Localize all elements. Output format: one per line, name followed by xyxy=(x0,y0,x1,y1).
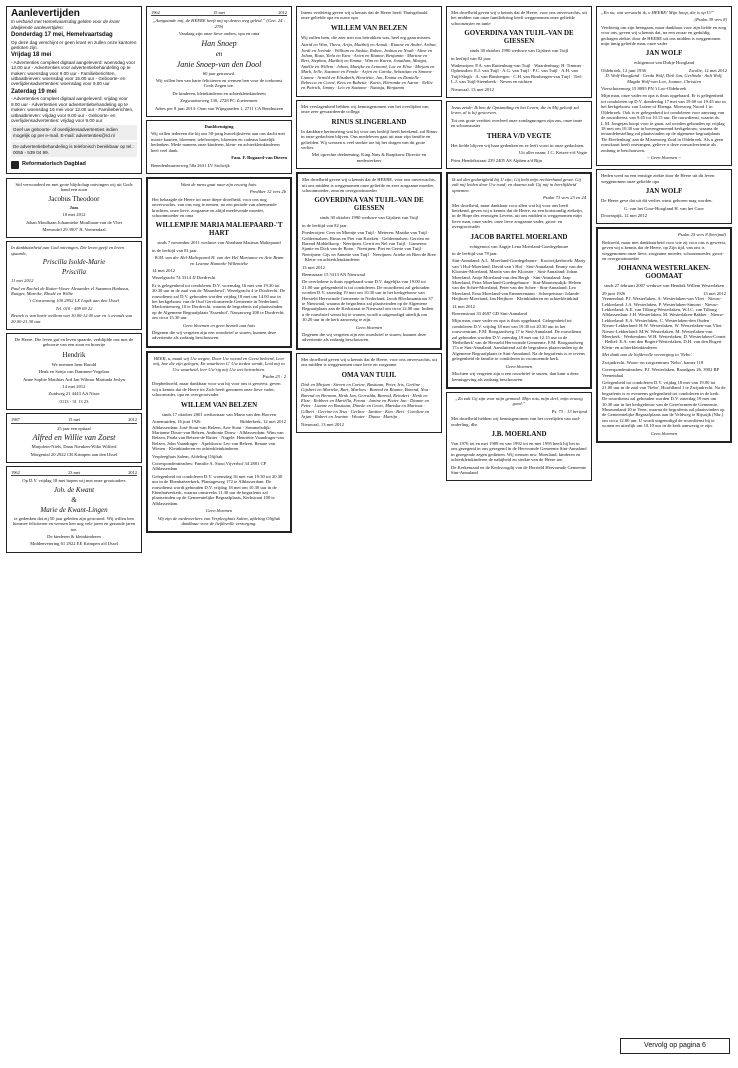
years-married: 60 jaar getrouwd. xyxy=(202,70,236,76)
column-5 xyxy=(596,6,732,1036)
parents: Johan Moulhaan Johannieke Moulhaan-van de Vliet xyxy=(26,219,122,225)
scripture-quote: Want de mens gaat naar zijn eeuwig huis. xyxy=(180,181,258,187)
notice-text: Met droefheid geven wij u kennis dat de Heere, voor ons onverwachts, uit het midden van onze familiekring heeft weggenomen onze geliefde schoonzuster en tante xyxy=(451,10,587,26)
obituary-van-tuijl xyxy=(296,172,442,350)
address: Morgental 20 2922 CR Krimpen aan den IJssel xyxy=(30,451,118,457)
care-home: Verpleeghuis Salem, Afdeling Olijftak xyxy=(152,453,223,459)
service-details: De overledene is thuis opgebaard waar D.V. dagelijks van 19.00 tot 21.00 uur gelegenheid is tot condoleren. De rouwdienst zal gehouden worden D.V. zaterdag 19 mei om 10.30 uur in het kerkgebouw van Hersteld Hervormde Gemeente in Nederland, Jacob Blockmanstraat 37 te Nieuwaal, waarna de begrafenis zal plaatsvinden op de Algemene Begraafplaats aan de Kerkstraat te Nieuwaal om circa 12.00 uur. Indien u de rouwbrief wenst bij te wonen, wordt u uitgenodigd uiterlijk om 10.20 uur in de kerk aanwezig te zijn. xyxy=(302,279,434,323)
flowers-note: Geen bloemen xyxy=(205,508,233,514)
child-nickname: We noemen hem Harold xyxy=(51,361,97,367)
family-list: Veenendaal: P.J. Westerlaken, A. Westerlaken-van Vliet · Nieuw-Lekkerland: J.A. Westerlaken, P. Westerlaken-Simons · Nieuw-Lekkerland: A.E. van Tilburg-Westerlaken, W.J.C. van Tilburg · Alblasserdam: J.H. Westerlaken, M. Westerlaken-Bakker · Nieuw-Lekkerland: E.A. Westerlaken, C. Westerlaken-den Ouden · Nieuw-Lekkerland: H.W. Westerlaken, W. Westerlaken-van Vliet · Nieuw-Lekkerland: M.W. Westerlaken, M. Westerlaken-van Meerkerk · Werkendam: W.H. Westerlaken, D. Westerlaken-Cornet · Heikel: E.A. van den Bogert-Westerlaken, D.H. van den Bogert · Klein- en achterkleinkinderen xyxy=(602,296,726,350)
notice-title: Aanlevertijden xyxy=(11,8,80,19)
signature: G. van het Goor-Hoogland H. van het Goor xyxy=(624,205,704,211)
column-1 xyxy=(6,6,142,1036)
age-line: in de leeftijd van 81 jaar. xyxy=(152,247,198,253)
deceased-name: WILLEM VAN BELZEN xyxy=(180,400,258,409)
spouse-line: echtgenoot van Dirkje Hoogland xyxy=(633,60,695,66)
service-details: Gelegenheid tot condoleren D.V. vrijdag 18 mei van 19.00 tot 21.00 uur in de zaal van 'Nebo', Hoofdland 1 te Zwijndrecht. Na de begrafenis is er eveneens gelegenheid tot condoleren in de kerk. De rouwdienst zal gehouden worden D.V. zaterdag 19 mei om 10.30 uur in het kerkgebouw van de Gereformeerde Gemeente, Museumland 10 te Veen, waarna de begrafenis zal plaatsvinden op de Gemeentelijke Begraafplaats aan de Veldweg te Rijsoijk (Nbr.) om circa 12.00 uur. U wordt uitgenodigd de rouwdienst bij te wonen en uiterlijk om 10.10 uur in de kerk aanwezig te zijn. xyxy=(602,379,726,429)
address: Zwijndrecht, Woon- en zorgcentrum 'Nebo', kamer 118 xyxy=(602,359,704,365)
obituary-jan-wolf xyxy=(596,6,732,166)
notice-intro: De Heere, Die leven gaf en leven spaarde, verblijdde ons met de geboorte van een zoon en broertje xyxy=(14,337,134,348)
deceased-name: J.B. MOERLAND xyxy=(491,429,547,438)
notice-text: Diepbedroefd, maar dankbaar voor wat hij voor ons is geweest, geven wij u kennis dat de Heere tot Zich heeft genomen onze lieve vader, schoonvader, opa en overgrootvader xyxy=(152,381,281,398)
deceased-name: RINUS SLINGERLAND xyxy=(331,117,407,126)
notice-text: Tot ons grote verdriet overleed onze zondagmorgen zijn zus, onze tante en schoonzuster xyxy=(451,117,583,129)
age-line: in de leeftijd van 78 jaar. xyxy=(452,250,498,256)
address: Middenvetering 61 2922 EE Krimpen a/d IJssel xyxy=(30,541,118,547)
address: Wezelgracht 74 3314 JJ Dordrecht xyxy=(152,275,216,281)
death-line: Zwolle, 12 mei 2012 xyxy=(688,67,727,73)
notice-text: Met verslagenheid hebben wij kennisgenomen van het overlijden van onze zeer gewaardeerde collega xyxy=(301,103,429,115)
scripture-quote: HEER, u, maak wij Uw wegen, Door Uw woord en Geest beleerd, Leer mij, hoe die zijn gelegen, En waarheen G' Uw treden wendt, Leid mij in Uw waarheid, leer Uw'rig mij Uw wet betrachten. xyxy=(153,355,285,372)
scripture-ref: (Psalm 39 vers 8) xyxy=(694,17,727,23)
notice-title: Dankbetuiging xyxy=(204,124,234,130)
birth-line: Arnemuiden, 16 juni 1926 xyxy=(152,419,201,425)
address: Zegwaartseweg 130, 2728 PC Zoetermeer xyxy=(180,98,258,104)
notice-text-2: De Heere geve dat uit dit verlies winst geboren mag worden. xyxy=(601,198,713,204)
thanks-notice xyxy=(146,120,292,174)
spouse-line: sinds 30 oktober 1990 weduwe van Gijsbert van Tuijl xyxy=(319,215,419,221)
day-text: - Advertenties compleet digitaal aangeleverd: woensdag voor 12.00 uur - Advertenties voor advertentiebehandeling op te maken: woensdag voor 9.00 uur - Familieberichten, uitbaatbrieven: woensdag voor 15.00 uur - Geboorte- en overlijdensadvertenties: woensdag voor 9.00 uur xyxy=(11,59,136,87)
child-name: Hendrik xyxy=(62,350,86,359)
end-year: 2012 xyxy=(278,10,287,15)
children: Marjolein-Niels, Daan Nienken-Wiko Wilfred xyxy=(31,444,117,450)
address: Zuidweg 21 4443 AA Nisse xyxy=(48,391,100,397)
obituary-vd-vegte xyxy=(446,101,592,169)
notice-date: 15 mei xyxy=(212,10,226,15)
obituary-oma-van-tuijl xyxy=(296,353,442,433)
scripture-ref: Ps. 73 : 13 berijmd xyxy=(551,408,587,414)
notice-date: 14 mei 2012 xyxy=(152,267,175,273)
new-address: Adres per 8 juni 2013: Oom van Wijngaarden 1, 2711 CA Benthuizen xyxy=(154,105,284,111)
spouse-line: sinds 7 november 2011 weduwe van Abraham Marinus Maliepaard xyxy=(157,240,281,246)
notice-intro: Vandaag zijn onze lieve ouders, opa en oma xyxy=(178,31,260,37)
column-3 xyxy=(296,6,442,1036)
notice-date: Nieuwaal, 13 mei 2012 xyxy=(301,421,344,427)
notice-text: Met droefheid geven wij u kennis dat de HEERE, voor ons onverwachts, uit ons midden is weggenomen onze geliefde en zeer zorgzame moeder, schoonmoeder, oma en overgrootmoeder xyxy=(302,177,436,193)
notice-date: 14 mei 2012 xyxy=(62,384,86,390)
deceased-name: OMA VAN TUIJL xyxy=(341,370,397,379)
notice-intro: Op D.V. vrijdag 18 mei hopen wij met onze grootouders xyxy=(22,478,126,484)
age-line: in leeftijd van 82 jaar. xyxy=(451,55,492,61)
address: Benedenbuurtseweg 58a 2631 LV Stolwijk xyxy=(151,162,230,168)
scripture-ref: Psalm 25 vers 8 (berijmd) xyxy=(678,232,726,238)
family-list: W.M. van der Hel-Maliepaard H. van der Hel Marianne en Arie Bram en Leanne Hanneke Willemieke xyxy=(154,255,284,266)
spouse-line: sinds 17 oktober 2001 weduwnaar van Marta van den Hooven xyxy=(161,411,277,417)
notice-date: Doornspijk, 12 mei 2012 xyxy=(601,212,647,218)
flowers-note: Geen bloemen xyxy=(355,324,383,330)
notice-text: Met droefheid geven wij u kennis dat de Heere, voor ons onverwachts, uit ons midden is weggenomen onze lieve en zorgzame xyxy=(301,356,437,368)
notice-date: 13 mei 2012 xyxy=(302,264,325,270)
service-details: Mijn man, onze vader en opa is thuis opgebaard. Er is gelegenheid tot condoleren op D.V. donderdag 17 mei van 19.00 tot 19.45 uur in het kerkgebouw van Lutere of Ebenga. Moesweg Noord 1 in Oldebroek. Ook is er gelegenheid tot condoleren voor aanvang van de rouwdienst, van 9.45 tot 10.15 uur. De rouwdienst, waarin ds. L.M. Jongejan hoopt voor te gaan, zal worden gehouden op vrijdag 18 mei om 10.30 uur in bovengenoemd kerkgebouw, waarna de teraardebestelling zal plaatsvinden op de algemene begraafplaats 'De Eleelenburg' aan de Missenweg Zuid in Oldebroek. Als u geen rouwkaart heeft ontvangen, gelieve u deze rouwadvertentie als zodanig te beschouwen. xyxy=(601,93,726,153)
service-details: Gelegenheid tot condoleren D.V. woensdag 16 mei van 19.30 tot 20.30 uur in de Ebenhaëzerkerk, Plantageweg 172 te Alblasserdam. De rouwdienst wordt gehouden D.V. vrijdag 18 mei om 10.30 uur in de Ebenhaëzerkerk, waarna omstreeks 11.30 uur de begrafenis zal plaatsvinden op de Gemeentelijke Begraafplaats, Kerkstraat 100 te Alblasserdam. xyxy=(152,473,283,506)
scripture-ref: Psalm 25 : 2 xyxy=(262,374,286,380)
death-line: Ridderkerk, 12 mei 2012 xyxy=(240,419,286,425)
notice-header xyxy=(11,417,137,423)
delivery-times-notice xyxy=(6,6,142,174)
signature: De Kerkenraad en de Kerkvoogdij van de Hersteld Hervormde Gemeente Sint-Annaland xyxy=(451,464,587,475)
notice-intro: 25 jaar een epitaaf xyxy=(57,425,91,431)
obituary-maliepaard xyxy=(146,177,292,348)
family-list: Astrid en Wim, Thera, Arija, Matthiij en Anouk · Rianne en André, Arthur, Jordi en Jorinde · William en Saskia, Ruben, Joshua en Noah · Aline en Johan, Roza, Yiela en Ezra · Arien en Rianne, Benjamin · Martine en Bert, Stephan, Matthiij en Emma · Wim en Karen, Jonathan, Margot, Amélie en Willem · Johan, Marijke en Lennard, Luc en Elise · Mirjam en Mark, Jelle, Suzanne en Femke · Arjen en Carola, Sebastian en Simone · Lianne · Arnold en Elisabeth, Henriëtte, Jan, Emma en Danielle · Rebecca en Corné, Kees en Babette · Karin, Hiëronda en Aaron · Nellie en Patrick, Jimmy · Leo en Suzanne · Natasja, Benjamin xyxy=(301,42,437,91)
brand-logo xyxy=(11,161,137,169)
notice-text-2: Van 1976 tot en met 1989 en van 1992 tot en met 1995 heeft hij het in ons gezegend in ons gezegend in de Hervormde Gemeente Sint-Annaland in gezegende zegen gedienen. Wij wensen mw. Moerland, kinderen en achterkleinkinderen de nabijheid en sterkte van de Heere toe. xyxy=(451,440,587,463)
notice-text-2: In dankbare herinnering wat hij voor ons bedrijf heeft betekend, zal Rinus in onze gedachten blijven. Ons medeleven gaat uit naar zijn familie en geliefden. Wij wensen u veel sterkte toe bij het dragen van dit grote verlies. xyxy=(301,128,437,150)
notice-header xyxy=(11,470,137,476)
family-list: Poederoijen: Cees en Mientje van Tuijl · Meteren: Maaike van Tuijl · Geldermalsen: Rinus en Piet van Krieken · Geldermalsen: Gerrien en Barend Middelkoop · Neerijnen: Gerrit en Nel van Tuijl · Gameren: Sjanie en Dick van de Boon · Neerijnen: Piet en Gerrie van Tuijl · Neerijnen: Gijs en Annette van Tuijl · Neerijnen: Arieke en Bien de Bree · Klein- en achterkleinkinderen xyxy=(302,230,436,263)
start-year: 1962 xyxy=(151,10,160,15)
age-line: in de leeftijd van 82 jaar. xyxy=(302,222,348,228)
obituary-belzen-grandchildren xyxy=(296,6,442,97)
husband-name: Han Snoep xyxy=(201,38,237,48)
birth-notice-joas xyxy=(6,178,142,238)
anniversary-kwant xyxy=(6,466,142,553)
birth-line: Oldebroek, 12 juni 1936 xyxy=(601,67,646,73)
birth-notice-hendrik xyxy=(6,333,142,410)
address: Meeuwdel 29 3907 JL Veenendaal xyxy=(42,226,106,232)
child-name: Jacobus Theodoor xyxy=(48,194,100,203)
scripture-ref: Prediker 12 vers 2b xyxy=(249,189,286,195)
column-4 xyxy=(446,6,592,1036)
address: Prins Hendrikstraat 239 2405 AS Alphen a/d Rijn xyxy=(451,157,542,163)
scripture-quote: „En nu, wat verwacht ik, o HEERE! Mijn hoop, die is op U!” xyxy=(601,10,715,15)
flowers-note: Geen bloemen en geen bezoek aan huis xyxy=(182,322,256,328)
correspondence-address: Correspondentieadres: P.J. Westerlaken, Baardgras 26, 3902 BP Veenendaal xyxy=(602,367,720,378)
deceased-name: JAN WOLF xyxy=(645,187,683,196)
notice-text: Met droefheid hebben wij kennisgenomen van het overlijden van oud-ouderling, dhr. xyxy=(451,416,581,427)
address: 't Graswoning 100 2952 LX Lopik aan den IJssel xyxy=(28,298,120,304)
family-list: Dirk en Mirjam · Steven en Corine, Bastiaan, Peter, Iris, Gerline · Gijsbert en Marieke, Bart, Marloes · Barend en Rianne, Barend, Noa · Barend en Herman, Henk Jan, Gerralda, Barend, Reindert · Henk en Elize · Robbert en Mariëlla, Fenna · Janine en Pieter Jan · Dianne en Peter · Lianne en Bastiaan, Dineke en Geurt, Mariska en Marinus · Gilbert · Gerrine en Teus · Gerline · Jantine · Kim · Bert · Caroline en Arjan · Robert en Jeanine · Wouter · Diana · Martijn xyxy=(301,381,431,420)
day-text: - Advertenties compleet digitaal aangeleverd: vrijdag voor 9.00 uur - Advertenties voor advertentiebehandeling op te maken: woensdag 16 mei voor 12.00 uur - Familieberichten, uitbaatbrieven: vrijdag voor 9.00 uur - Geboorte- en overlijdensadvertenties: vrijdag voor 9.00 uur xyxy=(11,96,134,123)
child-nickname: Priscilla xyxy=(61,268,87,277)
obituary-jb-moerland xyxy=(446,392,592,481)
anniversary-snoep xyxy=(146,6,292,117)
family-list: Alblasserdam: José Stout-van Belzen, Arie Stout · Sommelsdijk: Marianne Douw-van Belzen, Anthonie Douw · Alblasserdam: Wim van Belzen, Paula van Belzen-de Ruiter · Nagele: Henriëtte Vaandrager-van Belzen, John Vaandrager · Apeldoorn: Leo van Belzen, Renate van Wieten · Kleinkinderen en achterkleinkinderen xyxy=(152,424,284,452)
brand-name: Reformatorisch Dagblad xyxy=(22,161,86,168)
notice-text: Verdrietig om zijn heengaan, maar dankbaar voor zijn liefde en zorg voor ons, geven wij u kennis dat, na een zwaar en geduldig gedragen ziekte, door de HEERE uit ons midden is weggenomen mijn innig geliefde man, onze vader xyxy=(601,24,727,47)
notice-date: 14 mei 2012 xyxy=(452,303,475,309)
notice-date: 10 mei 2012 xyxy=(62,212,86,218)
child-name: Priscilla Isolde-Marie xyxy=(42,258,106,267)
obituary-jan-wolf-grandchildren xyxy=(596,169,732,224)
notice-date: Nieuwaal, 13 mei 2012 xyxy=(451,86,494,92)
family-list: D. Wolf-Hoogland · Gerda Wolf, Dirk Jan, Gerlinda · Aalt Wolf, Magda Wolf-van Loo, Joanne, Christien xyxy=(605,73,723,84)
address: Vierschotenweg 15 8095 PN 't Loo-Oldebroek xyxy=(601,86,687,92)
scripture-quote: Ik zal den gedurigheid bij U zijn; Gij hebt mijn rechterhand gevat. Gij zult mij leiden door Uw raad; en daarna zult Gij mij in heerlijkheid opnemen. xyxy=(452,176,581,193)
wife-name: Janie Snoep-van den Dool xyxy=(176,59,262,69)
husband-name: Joh. de Kwant xyxy=(53,485,95,494)
day-heading: Zaterdag 19 mei xyxy=(11,88,57,95)
newspaper-icon xyxy=(11,161,19,169)
spouse-line: sinds 27 februari 2007 weduwe van Hendrik Willem Westerlaken xyxy=(604,283,724,289)
obituary-van-tuijl-family xyxy=(446,6,592,98)
death-line: 13 mei 2012 xyxy=(703,290,726,296)
notice-text: Intens verdrietig geven wij u kennis dat de Heere heeft Thuisgehaald onze geliefde opa en ouwe opa xyxy=(301,10,428,21)
phone: 0113 - 31 13 23 xyxy=(59,398,89,404)
signature: Met oprechte deelneming, King Nuts & Raapkorst Directie en medewerkers xyxy=(311,152,427,163)
day-text: Op deze dag verschijnt er geen krant en zullen onze kantoren gesloten zijn. xyxy=(11,39,137,51)
deceased-name: THERA V/D VEGTE xyxy=(486,131,552,140)
signature: Uit aller naam: J.C. Keizer-v/d Vegte xyxy=(518,150,587,156)
parents: Henk en Sonja van Dammen-Vogelaar xyxy=(38,369,110,375)
flowers-note: ~ Geen bloemen ~ xyxy=(647,154,681,160)
deceased-name: JACOB BARTEL MOERLAND xyxy=(470,232,568,241)
family-list: Sint-Annaland: A.L. Moerland-Goedegebuure · Kootwijkerbroek: Marty van 't Hof-Moerland, David van 't Hof · Sint-Annaland: Emmy van der Klooster-Moerland, Martin van der Klooster · Sint-Annaland: Johan Moerland, Antje Moerland-van den Bergh · Sint-Annaland: Jaap Moerland, Petra Moerland-Goedegebuure · Sint-Maartensdijk: Heleen van der Schee-Moerland, Peter van der Schee · Sint-Annaland: Leo Moerland, Erna Moerland-van Emmerenaam · Scherpenisse: Jolande Heijboer-Moerland, Jan Heijboer · Kleinkinderen en achterkleinkind xyxy=(452,258,586,302)
ampersand: & xyxy=(71,495,77,504)
notice-text: Heden werd na een ernstige ziekte door de Heere uit dit leven weggenomen onze geliefde opa xyxy=(601,173,715,184)
conjunction: en xyxy=(215,49,223,58)
closing-text: Degenen die wij vergeten zijn een rouwbrief te sturen, kunnen deze advertentie als zodanig beschouwen. xyxy=(152,330,277,341)
notice-text-2: Het liefde blijven wij haar gedenken en ze leeft voort in onze gedachten. xyxy=(451,142,585,148)
notice-intro: Stil verwonderd en met grote blijdschap ontvingen wij uit Gods hand een zoon xyxy=(15,181,133,193)
deceased-name: GOVERDINA VAN TUIJL-VAN DE GIESSEN xyxy=(314,196,424,213)
notice-text: Bedroefd, maar met dankbaarheid voor wie zij voor ons is geweest, geven wij u kennis dat de Heere, op Zijn tijd, van ons is weggenomen onze lieve, zorgzame moeder, schoonmoeder, groot- en overgrootmoeder xyxy=(602,239,726,261)
notice-text: Met droefheid, maar dankbaar voor allen wat hij voor ons heeft betekend, geven wij u kennis dat de Heere, na een kortstondig ziekzijn, in de Hope des eeuwigen Levens, uit ons midden is weggenomen mijn lieve man, onze vader, onze lieve zorgzame vader, groot- en overgrootvader xyxy=(452,202,583,230)
signature: De kinderen, kleinkinderen en achterkleinkinderen xyxy=(172,90,266,96)
spouse-line: sinds 30 oktober 1990 weduwe van Gijsbert van Tuijl xyxy=(469,48,569,54)
start-year: 1987 xyxy=(11,417,20,423)
thanks-note: Wij zijn de medewerkers van Verpleeghuis Salem, afdeling Olijftak dankbaar voor de liefdevolle verzorging. xyxy=(157,515,281,526)
notice-date: 23 mei xyxy=(67,469,81,475)
phone: Tel. 010 - 499 69 22 xyxy=(55,305,93,311)
scripture-ref: Psalm 73 vers 23 en 24 xyxy=(543,195,586,201)
continued-on-page-link[interactable]: Vervolg op pagina 6 xyxy=(620,1038,730,1054)
family-list: Wadenoijen: P.A. van Ruitenburg-van Tuijl · Waardenburg: H. Timmer · Opheusden: E.J. van Tuijl · A.G. van Tuijl · P.C. van Tuijl · A.H. van Tuijl-Slegh · A. van Binsbergen · C.H. van Binsbergen-van Tuijl · Tiel: L.J. van Tuijl-Steenbeek · Neven en nichten xyxy=(451,63,584,85)
day-heading: Donderdag 17 mei, Hemelvaartsdag xyxy=(11,32,113,39)
birth-line: 29 juni 1926 xyxy=(602,290,626,296)
deceased-name: WILLEMPJE MARIA MALIEPAARD-'T HART xyxy=(155,221,283,238)
address: Beemstraat 15 5313 AN Nieuwaal xyxy=(302,272,366,277)
end-year: 2012 xyxy=(128,469,137,475)
anniversary-zoest xyxy=(6,413,142,463)
parents: Paul en Rachel de Ruiter-Visser Alexander el Suzanna Hadassa, Ruttger, Mareike, Rhodé en Willie xyxy=(11,285,130,296)
notice-header xyxy=(151,10,287,16)
couple-name: Alfred en Willie van Zoest xyxy=(32,433,116,443)
scripture-quote: „Aangaande mij, de HEERE heeft mij op denen weg geleid.” (Gen. 24 : 27b) xyxy=(152,18,286,29)
service-details: Mijn man, onze vader en opa is thuis opgebaard. Gelegenheid tot condoleren D.V. vrijdag 18 mei van 19.30 tot 20.30 uur in het rouwcentrum, F.M. Boogaardweg 17 te Sint-Annaland. De rouwdienst zal gehouden worden D.V. zaterdag 19 mei om 12.15 uur in de 'Bethelkerk' van de Hersteld Hervormde Gemeente, F.M. Boogaardweg 17a te Sint-Annaland. Aansluitend zal de begrafenis plaatsvinden op de Algemene Begraafplaats te Sint-Annaland. Na de begrafenis is er tevens gelegenheid de familie te condoleren in voornoemde kerk. xyxy=(452,318,585,362)
scripture-quote: Jezus zeide: Ik ben de Opstanding en het Leven; die in Mij gelooft zal leven, al is hij gestorven. xyxy=(451,105,579,116)
notice-text: Wij willen iedereen die bij ons 50-jarig huwelijksfeest aan ons dacht met mooie kaarten, bloemen, telefoontjes, bloemen en cadeaus hartelijk bedanken. Mede namens onze kinderen, klein- en achterkleinkinderen heel veel dank. xyxy=(151,131,285,153)
closing-text: Degenen die wij vergeten zijn een rouwbrief te sturen, kunnen deze advertentie als zodanig beschouwen. xyxy=(302,332,427,343)
deceased-name: JAN WOLF xyxy=(645,49,683,58)
signature: Fam. F. Bogaard-van Dieren xyxy=(231,155,287,161)
child-nickname: Joas xyxy=(69,204,79,210)
wish-text: Wij willen hen van harte feliciteren en wensen hen voor de toekomst Gods Zegen toe. xyxy=(155,78,283,89)
visit-note: Bezoek is van harte welkom van 10.00-12.00 uur en 's avonds van 20.00-21.30 uur xyxy=(11,313,133,324)
day-heading: Vrijdag 18 mei xyxy=(11,52,52,59)
obituary-slingerland xyxy=(296,100,442,169)
contact-text: Geef uw geboorte- of overlijdensadvertenties indien mogelijk op per e-mail. E-mail: advertenties@rd.nl xyxy=(11,125,137,140)
correspondence-address: Correspondentieadres: Familie A. Stout Vijverhof 34 2801 CP Alblasserdam xyxy=(152,460,267,472)
address: Boerenstraat 33 4697 GD Sint-Annaland xyxy=(452,311,528,317)
notice-text-2: Wij zullen hem, die zeer met ons betrokken was, heel erg gaan missen. xyxy=(301,34,431,40)
notice-date: 11 mei 2012 xyxy=(11,278,34,284)
thanks-note: Met dank aan de liefdevolle verzorging in 'Nebo'. xyxy=(602,352,693,358)
phone-text: De advertentiebehandeling is telefonisch bereikbaar op tel.: 0055 - 539 04 99. xyxy=(11,142,137,157)
flowers-note: Geen bloemen xyxy=(650,430,678,436)
spouse-line: echtgenoot van Aagtje Lena Moerland-Goedegebuure xyxy=(469,243,569,249)
signature: De kinderen & kleinkinderen xyxy=(47,533,101,539)
notice-intro: In dankbaarheid aan God ontvingen, Die leven geeft en leven spaarde, xyxy=(11,245,124,256)
wife-name: Marie de Kwant-Lingen xyxy=(40,505,108,514)
notice-text: te gedenken dat zij 50 jaar geleden zijn getrouwd. Wij willen hen hiermee feliciteren en wensen hen nog vele jaren en gezonde jaren toe. xyxy=(12,515,136,532)
column-2 xyxy=(146,6,292,1036)
birth-notice-priscilla xyxy=(6,241,142,330)
closing-text: Mochten wij vergeten zijn u een rouwbrief te sturen, dan kunt u deze kennisgeving als zodanig beschouwen. xyxy=(452,371,579,382)
deceased-name: WILLEM VAN BELZEN xyxy=(330,23,408,32)
deceased-name: GOVERDINA VAN TUIJL-VAN DE GIESSEN xyxy=(464,29,574,46)
obituary-westerlaken xyxy=(596,227,732,443)
flowers-note: Geen bloemen xyxy=(505,363,533,369)
scripture-quote: „Zo zult Gij zijn voor mijn gemoed. Mijn rots, mijn deel, mijn eeuwig goed.” xyxy=(455,395,583,407)
notice-text: Het behaagde de Heere tot onze diepe droefheid, voor ons nog onverwachts, van ons weg te nemen, na een periode van afnemende krachten, onze lieve, zorgzame en altijd meelevende moeder, schoonmoeder en oma xyxy=(152,196,277,218)
obituary-moerland xyxy=(446,172,592,389)
notice-intro: In verband met Hemelvaartsdag gelden voor de krant afwijkende aanlevertijden: xyxy=(11,19,120,30)
end-year: 2012 xyxy=(128,417,137,423)
siblings: Anne Sophie Matthias Ard Jan Wilmar Martinda Jeslyn xyxy=(23,376,125,382)
obituary-van-belzen xyxy=(146,351,292,534)
deceased-name: JOHANNA WESTERLAKEN-GOOMAAT xyxy=(617,264,711,281)
service-details: Er is gelegenheid tot condoleren D.V. woensdag 16 mei van 19.30 tot 20.30 uur in de zaal van de 'Maarsbewl', Wezelgracht 4 te Dordrecht. De rouwdienst zal D.V. gehouden worden vrijdag 18 mei om 14.00 uur in het kerkgebouw van de Oud Gereformeerde Gemeente in Nederland, Mackiettenweg 10 te Dordrecht, waarna de begrafenis zal plaatsvinden op de Algemene Begraafplaats 'Essenhof', Nassauweg 200 te Dordrecht, om circa 15.30 uur. xyxy=(152,282,286,321)
notice-date: 15 mei xyxy=(67,417,81,423)
start-year: 1962 xyxy=(11,469,20,475)
